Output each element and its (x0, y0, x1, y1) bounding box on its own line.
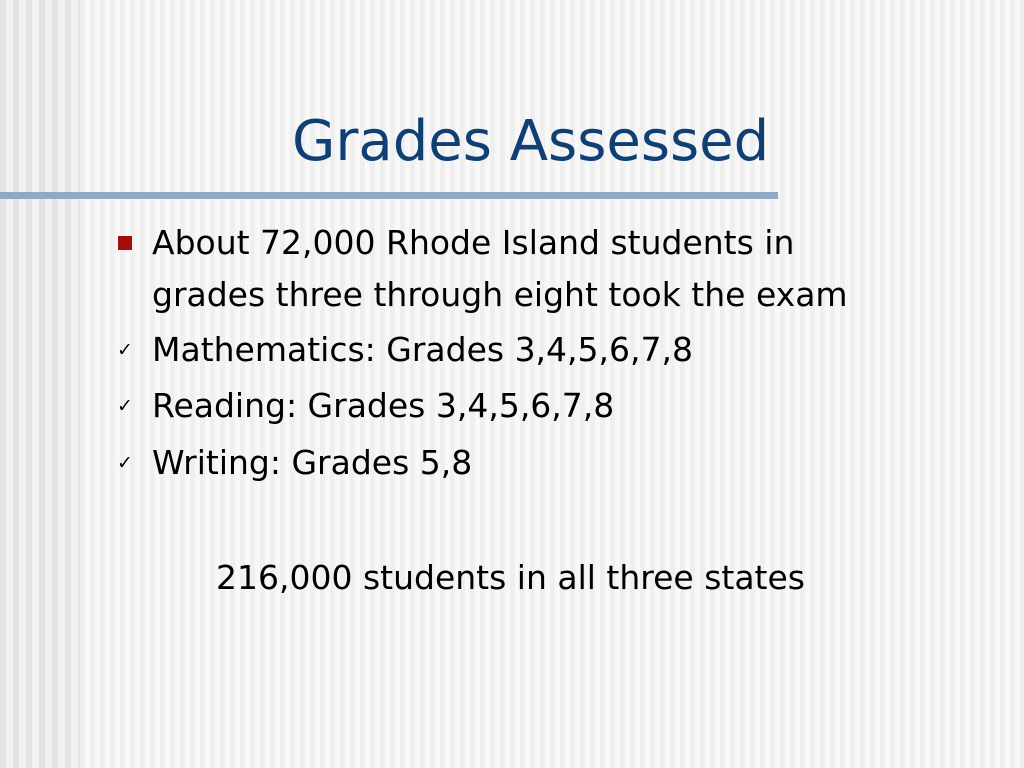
bullet-text: Reading: Grades 3,4,5,6,7,8 (152, 386, 615, 425)
bullet-text: Mathematics: Grades 3,4,5,6,7,8 (152, 330, 693, 369)
checkmark-icon: ✓ (117, 395, 133, 417)
bullet-text: Writing: Grades 5,8 (152, 443, 473, 482)
background-stripes (0, 0, 80, 768)
checkmark-icon: ✓ (117, 339, 133, 361)
checkmark-icon: ✓ (117, 452, 133, 474)
square-bullet-icon (110, 217, 140, 269)
bullet-text-line: grades three through eight took the exam (152, 275, 848, 314)
bullet-text-line: About 72,000 Rhode Island students in (152, 223, 795, 262)
title-divider (0, 192, 778, 199)
slide-title: Grades Assessed (292, 109, 770, 174)
summary-text: 216,000 students in all three states (216, 558, 805, 597)
